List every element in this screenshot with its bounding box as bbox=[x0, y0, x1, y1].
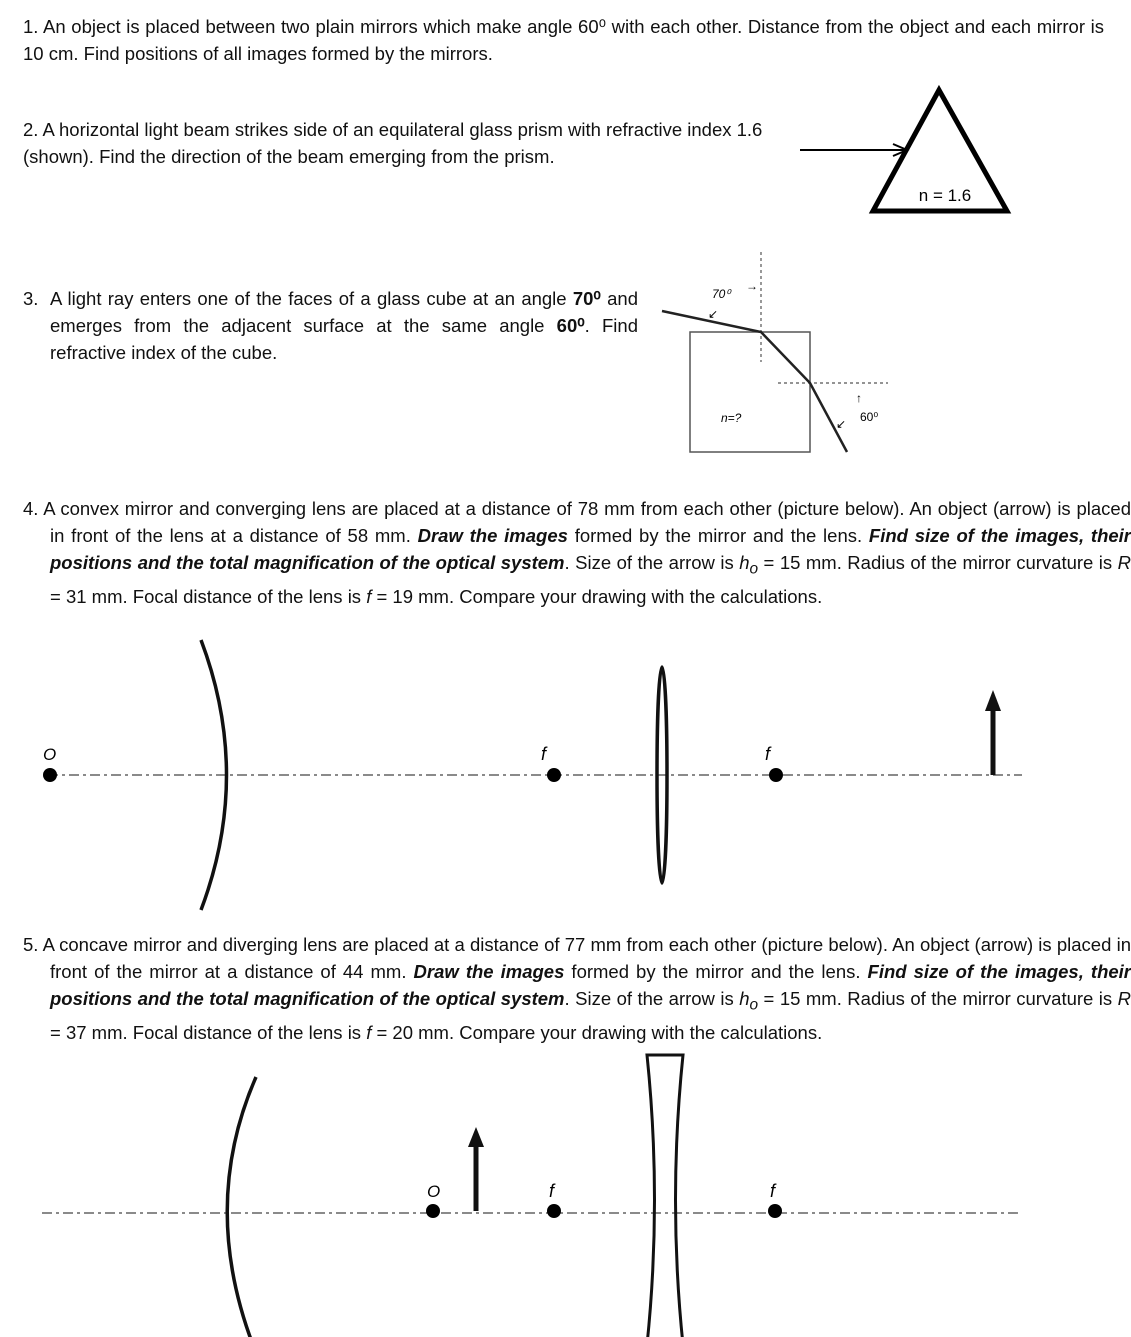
diverging-lens bbox=[647, 1055, 683, 1337]
problem-3-text: 3. A light ray enters one of the faces of a glass cube at an angle 70⁰ and emerges from the adjacent surface at the same angle 60⁰. Find refractive index of the cube. bbox=[23, 288, 638, 363]
focal-point-2 bbox=[768, 1204, 782, 1218]
prism-index-label: n = 1.6 bbox=[918, 186, 972, 205]
object-arrow-head bbox=[468, 1127, 484, 1147]
problem-4-text: 4. A convex mirror and converging lens are placed at a distance of 78 mm from each other (picture below). An object (arrow) is placed in front of the lens at a distance of 58 mm. Draw the images formed by the mirror and the lens. Find size of the images, their positions and the total magnification of the optical system. Size of the arrow is $h_o = 15$ mm. Radius of the mirror curvature is R = 31 mm. Focal distance of the lens is f = 19 mm. Compare your drawing with the calculations. bbox=[23, 498, 1131, 607]
angle-out-value: 60⁰ bbox=[556, 315, 585, 336]
cube-index-label: n=? bbox=[721, 411, 742, 425]
point-o-label: O bbox=[43, 745, 57, 764]
problem-3-number: 3. bbox=[23, 288, 39, 309]
focal-point-1-label: f bbox=[541, 744, 547, 764]
focal-point-1 bbox=[547, 1204, 561, 1218]
angle-out-label: 60⁰ bbox=[860, 410, 879, 424]
angle-in-label: 70⁰ bbox=[712, 287, 731, 301]
angle-in-value: 70⁰ bbox=[572, 288, 601, 309]
angle-in-arrow-right: → bbox=[746, 279, 758, 293]
problem-4-number: 4. bbox=[23, 498, 39, 519]
angle-out-arrow-left: ↙ bbox=[836, 417, 847, 431]
angle-in-arrow-left: ↙ bbox=[708, 307, 719, 321]
angle-out-arrow-up: ↑ bbox=[856, 391, 862, 405]
problem-5-text: 5. A concave mirror and diverging lens are placed at a distance of 77 mm from each other (picture below). An object (arrow) is placed in front of the mirror at a distance of 44 mm. Draw the images formed by the mirror and the lens. Find size of the images, their positions and the total magnification of the optical system. Size of the arrow is $h_o = 15$ mm. Radius of the mirror curvature is R = 37 mm. Focal distance of the lens is f = 20 mm. Compare your drawing with the calculations. bbox=[23, 934, 1131, 1043]
focal-point-1-label: f bbox=[549, 1181, 555, 1201]
focal-point-2-label: f bbox=[765, 744, 771, 764]
point-o-label: O bbox=[427, 1182, 441, 1201]
problem-5-number: 5. bbox=[23, 934, 39, 955]
problem-1-text: 1. An object is placed between two plain mirrors which make angle 60⁰ with each other. Distance from the object and each mirror is 10 cm. Find positions of all images formed by the mirrors. bbox=[23, 16, 1104, 64]
concave-mirror bbox=[227, 1077, 256, 1337]
focal-point-2-label: f bbox=[770, 1181, 776, 1201]
point-o bbox=[426, 1204, 440, 1218]
problem-2-text: 2. A horizontal light beam strikes side of an equilateral glass prism with refractive index 1.6 (shown). Find the direction of the beam emerging from the prism. bbox=[23, 119, 763, 167]
